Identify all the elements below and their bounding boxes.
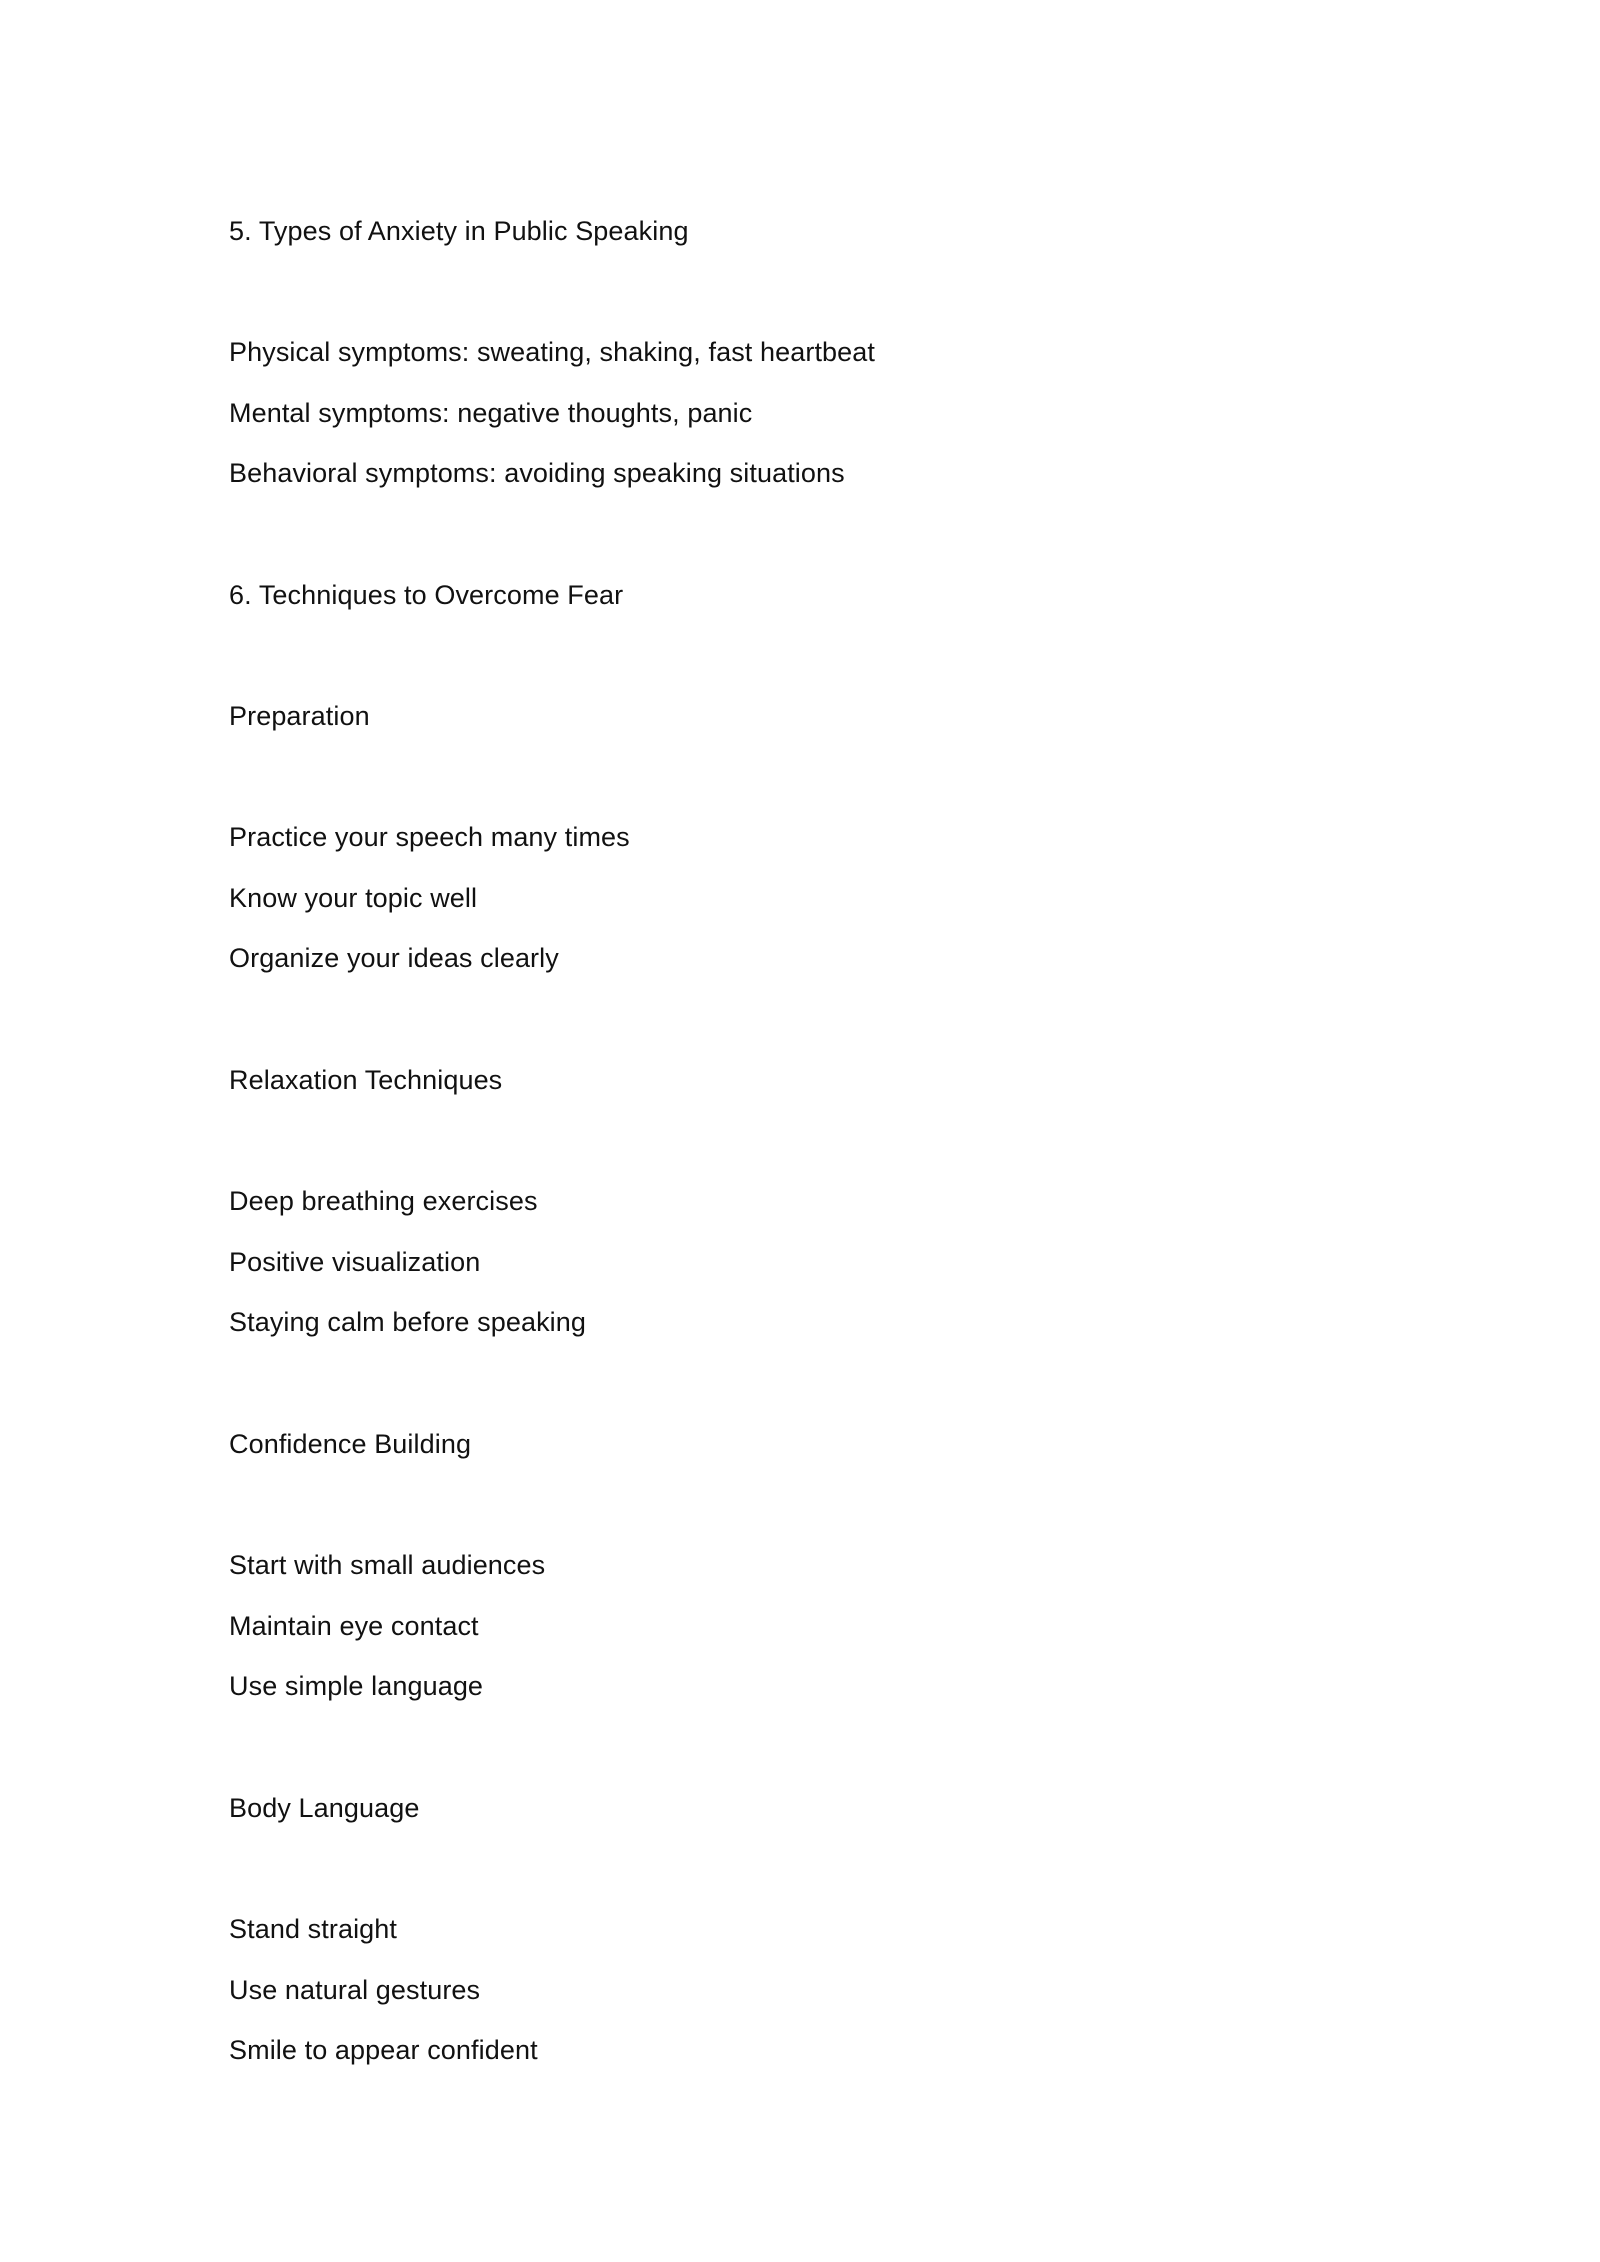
- list-item: Deep breathing exercises: [229, 1186, 538, 1216]
- list-item: Practice your speech many times: [229, 822, 630, 852]
- section-heading-techniques: 6. Techniques to Overcome Fear: [229, 580, 624, 610]
- list-item: Organize your ideas clearly: [229, 943, 559, 973]
- list-item: Use natural gestures: [229, 1975, 481, 2005]
- list-item: Know your topic well: [229, 883, 478, 913]
- list-item: Smile to appear confident: [229, 2035, 538, 2065]
- list-item: Stand straight: [229, 1914, 398, 1944]
- list-item: Maintain eye contact: [229, 1611, 479, 1641]
- subheading-preparation: Preparation: [229, 701, 370, 731]
- list-item: Positive visualization: [229, 1247, 481, 1277]
- list-item: Staying calm before speaking: [229, 1307, 587, 1337]
- subheading-confidence-building: Confidence Building: [229, 1429, 472, 1459]
- list-item: Mental symptoms: negative thoughts, panic: [229, 398, 753, 428]
- list-item: Physical symptoms: sweating, shaking, fast heartbeat: [229, 337, 876, 367]
- section-heading-types-of-anxiety: 5. Types of Anxiety in Public Speaking: [229, 216, 689, 246]
- list-item: Behavioral symptoms: avoiding speaking situations: [229, 458, 845, 488]
- list-item: Start with small audiences: [229, 1550, 546, 1580]
- subheading-body-language: Body Language: [229, 1793, 420, 1823]
- subheading-relaxation-techniques: Relaxation Techniques: [229, 1065, 503, 1095]
- list-item: Use simple language: [229, 1671, 484, 1701]
